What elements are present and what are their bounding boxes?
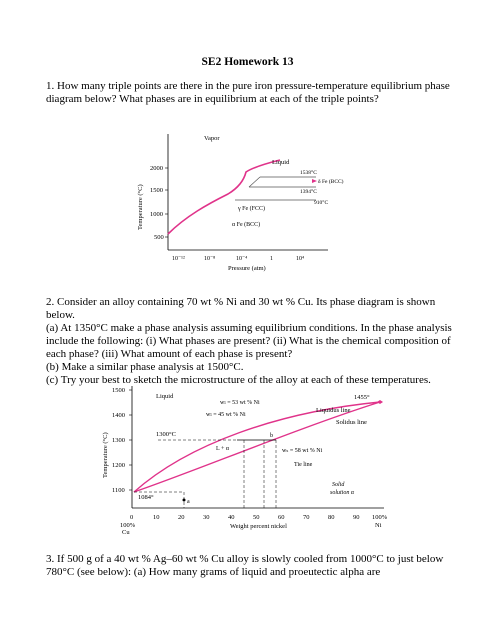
fig1-delta-arrow bbox=[312, 179, 317, 183]
question-2-part-a: (a) At 1350°C make a phase analysis assuming equilibrium conditions. In the phase analysis include the following: (i) What phases are present? (ii) What is the chemical composition of each phase? (iii) What amount of each phase is present? bbox=[46, 322, 452, 360]
question-2-part-b: (b) Make a similar phase analysis at 1500°C. bbox=[46, 361, 244, 373]
document-title: SE2 Homework 13 bbox=[201, 56, 294, 68]
fig2-1455-label: 1455° bbox=[354, 394, 370, 401]
fig2-liquidus-label: Liquidus line bbox=[316, 407, 351, 414]
fig2-solid-label: Solid bbox=[332, 482, 345, 488]
question-2-part-c: (c) Try your best to sketch the microstructure of the alloy at each of these temperatures. bbox=[46, 374, 431, 386]
fig1-ytick-1500: 1500 bbox=[150, 187, 163, 194]
fig1-ytick-1000: 1000 bbox=[150, 211, 163, 218]
fig2-x-left-element: Cu bbox=[122, 529, 130, 536]
iron-phase-diagram bbox=[137, 130, 344, 276]
fig2-xtick-70: 70 bbox=[303, 514, 310, 521]
fig2-xtick-0: 0 bbox=[130, 514, 134, 521]
fig2-1084-label: 1084° bbox=[138, 494, 154, 501]
fig2-liquid-label: Liquid bbox=[156, 393, 174, 400]
fig2-xtick-20: 20 bbox=[178, 514, 185, 521]
fig2-ytick-1100: 1100 bbox=[112, 487, 125, 494]
fig2-xtick-30: 30 bbox=[203, 514, 210, 521]
fig1-delta-label: δ Fe (BCC) bbox=[318, 179, 344, 185]
fig2-ytick-1300: 1300 bbox=[112, 437, 125, 444]
fig2-1300-label: 1300°C bbox=[156, 431, 176, 438]
cu-ni-phase-diagram bbox=[98, 382, 398, 536]
fig2-ytick-1200: 1200 bbox=[112, 462, 125, 469]
fig2-point-a bbox=[183, 499, 186, 502]
question-1 bbox=[46, 80, 466, 106]
fig2-ytick-1500: 1500 bbox=[112, 387, 125, 394]
fig2-solidus-curve bbox=[134, 402, 380, 492]
fig1-ytick-500: 500 bbox=[154, 234, 164, 241]
fig2-wl45-label: wₗ = 45 wt % Ni bbox=[206, 412, 246, 418]
fig2-tie-line-label: Tie line bbox=[294, 462, 313, 468]
fig2-y-axis-label: Temperature (°C) bbox=[102, 432, 109, 478]
question-2 bbox=[46, 296, 466, 387]
fig2-ytick-1400: 1400 bbox=[112, 412, 125, 419]
fig2-xtick-90: 90 bbox=[353, 514, 360, 521]
fig1-xtick-4: 1 bbox=[270, 256, 273, 262]
fig1-gamma-label: γ Fe (FCC) bbox=[238, 206, 265, 212]
fig2-wl53-label: wₗ = 53 wt % Ni bbox=[220, 400, 260, 406]
fig1-xtick-5: 10⁴ bbox=[296, 256, 305, 262]
fig1-1538-label: 1538°C bbox=[300, 170, 317, 176]
question-3-text: 3. If 500 g of a 40 wt % Ag–60 wt % Cu alloy is slowly cooled from 1000°C to just below 780°C (see below): (a) How many grams of liquid and proeutectic alpha are bbox=[46, 553, 444, 578]
question-3 bbox=[46, 553, 466, 579]
fig2-ws58-label: wₛ = 58 wt % Ni bbox=[282, 448, 323, 454]
fig2-x-right-label: Ni bbox=[375, 522, 382, 529]
fig1-vertical-line bbox=[249, 177, 260, 187]
fig2-solidus-label: Solidus line bbox=[336, 419, 367, 426]
fig2-xtick-10: 10 bbox=[153, 514, 160, 521]
fig2-point-b-label: b bbox=[270, 433, 273, 439]
fig2-xtick-100: 100% bbox=[372, 514, 388, 521]
fig1-910-label: 910°C bbox=[314, 200, 329, 206]
fig2-x-axis-label: Weight percent nickel bbox=[230, 523, 287, 530]
fig1-1394-label: 1394°C bbox=[300, 189, 317, 195]
fig1-xtick-3: 10⁻⁴ bbox=[236, 256, 248, 262]
fig1-vapor-boundary-curve bbox=[168, 160, 280, 234]
question-1-text: 1. How many triple points are there in the pure iron pressure-temperature equilibrium phase diagram below? What phases are in equilibrium at each of the triple points? bbox=[46, 80, 450, 105]
question-2-intro: 2. Consider an alloy containing 70 wt % Ni and 30 wt % Cu. Its phase diagram is shown below. bbox=[46, 296, 436, 321]
fig1-vapor-label: Vapor bbox=[204, 135, 220, 142]
fig1-liquid-label: Liquid bbox=[272, 159, 290, 166]
fig1-xtick-1: 10⁻¹² bbox=[172, 256, 185, 262]
fig1-xtick-2: 10⁻⁸ bbox=[204, 256, 216, 262]
fig1-alpha-label: α Fe (BCC) bbox=[232, 222, 261, 228]
fig2-l-alpha-label: L + α bbox=[216, 446, 229, 452]
fig2-solution-alpha-label: solution α bbox=[330, 490, 354, 496]
fig2-xtick-60: 60 bbox=[278, 514, 285, 521]
fig2-xtick-80: 80 bbox=[328, 514, 335, 521]
fig2-point-a-label: a bbox=[187, 499, 190, 505]
fig2-xtick-40: 40 bbox=[228, 514, 235, 521]
fig2-xtick-50: 50 bbox=[253, 514, 260, 521]
fig1-ytick-2000: 2000 bbox=[150, 165, 163, 172]
fig1-x-axis-label: Pressure (atm) bbox=[228, 265, 266, 272]
fig2-x-left-label: 100% bbox=[120, 522, 136, 529]
fig1-y-axis-label: Temperature (°C) bbox=[137, 184, 144, 230]
